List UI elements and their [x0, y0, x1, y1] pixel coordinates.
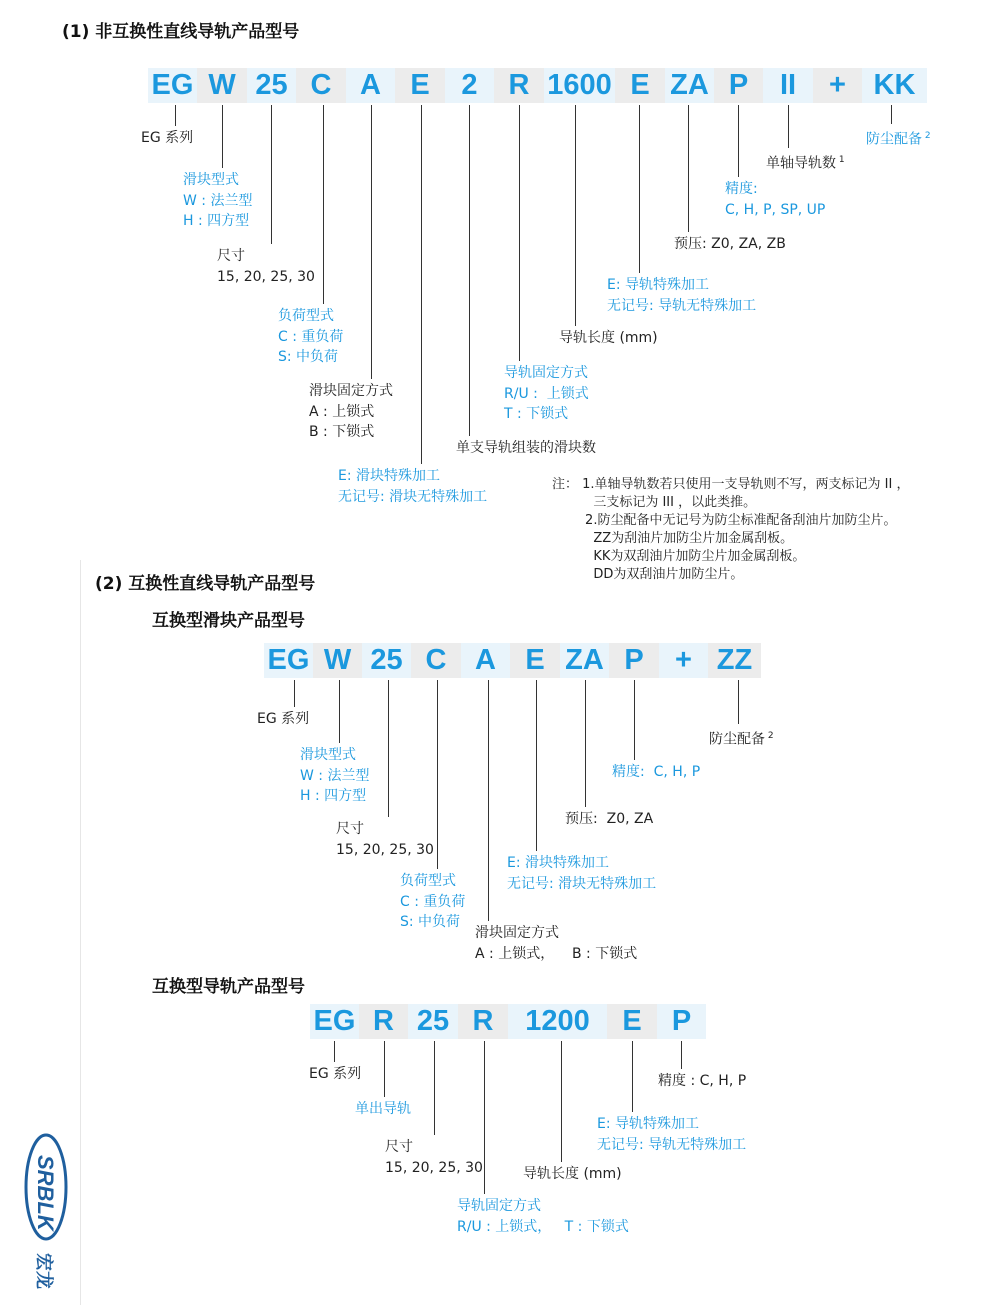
leader-line — [585, 680, 586, 807]
section1-code-w: W — [197, 68, 247, 103]
leader-line — [175, 105, 176, 126]
label-line: 无记号: 导轨无特殊加工 — [597, 1136, 747, 1153]
label-line: EG 系列 — [309, 1066, 362, 1082]
note-line: 三支标记为 III ，以此类推。 — [552, 495, 757, 510]
section1-label — [766, 150, 845, 174]
section2-code-c: C — [411, 643, 461, 678]
label-line: W : 法兰型 — [183, 192, 253, 209]
section3-code-1200: 1200 — [508, 1004, 607, 1039]
label-line: 无记号: 滑块无特殊加工 — [507, 875, 657, 892]
leader-line — [632, 1041, 633, 1112]
section2-label — [507, 853, 656, 894]
section1-code-kk: KK — [862, 68, 927, 103]
section1-label — [217, 246, 315, 287]
section1-code-c: C — [296, 68, 346, 103]
leader-line — [536, 680, 537, 851]
label-line: EG 系列 — [257, 711, 310, 727]
section1-label — [674, 234, 786, 255]
section1-label — [278, 306, 343, 368]
label-line: E: 滑块特殊加工 — [507, 855, 610, 871]
label-line: 精度: — [725, 181, 758, 197]
section1-code-ii: II — [763, 68, 813, 103]
label-line: 15, 20, 25, 30 — [385, 1159, 483, 1176]
section1-code-e: E — [395, 68, 445, 103]
label-line: S: 中负荷 — [400, 914, 461, 930]
label-line: 尺寸 — [217, 248, 245, 264]
leader-line — [738, 105, 739, 177]
leader-line — [639, 105, 640, 273]
slider-model-title: 互换型滑块产品型号 — [152, 611, 305, 631]
leader-line — [294, 680, 295, 707]
section2-code-25: 25 — [362, 643, 411, 678]
leader-line — [384, 1041, 385, 1097]
section1-label — [504, 363, 589, 425]
label-line: 尺寸 — [385, 1139, 413, 1155]
label-line: T : 下锁式 — [504, 406, 569, 422]
label-line: 滑块型式 — [183, 172, 239, 188]
note-line: ZZ为刮油片加防尘片加金属刮板。 — [552, 531, 794, 546]
label-line: 精度 : C, H, P — [658, 1073, 747, 1089]
note-line: DD为双刮油片加防尘片。 — [552, 567, 744, 582]
section3-code-eg: EG — [310, 1004, 359, 1039]
section1-label — [559, 328, 658, 349]
note-line: KK为双刮油片加防尘片加金属刮板。 — [552, 549, 806, 564]
label-line: R/U : 上锁式， T : 下锁式 — [457, 1218, 629, 1235]
label-line: C, H, P, SP, UP — [725, 201, 826, 218]
label-line: H : 四方型 — [300, 788, 367, 804]
label-line: 导轨长度 (mm) — [523, 1166, 622, 1182]
section3-label — [597, 1114, 746, 1155]
section2-code-za: ZA — [560, 643, 609, 678]
note-line: 2.防尘配备中无记号为防尘标准配备刮油片加防尘片。 — [552, 513, 897, 528]
label-line: 15, 20, 25, 30 — [336, 841, 434, 858]
section2-label — [257, 709, 309, 730]
label-line: E: 滑块特殊加工 — [338, 468, 441, 484]
section2-label — [475, 923, 637, 964]
section3-code-e: E — [607, 1004, 657, 1039]
leader-line — [323, 105, 324, 304]
section2-title: (2) 互换性直线导轨产品型号 — [95, 574, 316, 594]
section2-label — [400, 871, 465, 933]
leader-line — [891, 105, 892, 124]
label-line: 防尘配备 $^2$ — [866, 131, 931, 148]
leader-line — [634, 680, 635, 760]
notes — [552, 476, 909, 584]
section3-code-r: R — [458, 1004, 508, 1039]
leader-line — [388, 680, 389, 817]
leader-line — [437, 680, 438, 869]
section2-label — [336, 819, 434, 860]
leader-line — [339, 680, 340, 743]
label-line: E: 导轨特殊加工 — [597, 1116, 700, 1132]
section1-code-za: ZA — [665, 68, 714, 103]
label-line: S: 中负荷 — [278, 349, 339, 365]
section1-code-a: A — [346, 68, 395, 103]
svg-text:SRBLK: SRBLK — [33, 1155, 58, 1231]
section2-label — [300, 745, 369, 807]
leader-line — [469, 105, 470, 436]
section1-code-25: 25 — [247, 68, 296, 103]
footnote-ref: 1 — [836, 155, 845, 165]
label-line: 负荷型式 — [278, 308, 334, 324]
label-line: W : 法兰型 — [300, 767, 370, 784]
leader-line — [371, 105, 372, 379]
label-line: 单轴导轨数 $^1$ — [766, 155, 845, 172]
section1-code-r: R — [494, 68, 544, 103]
section1-label — [183, 170, 252, 232]
label-line: 滑块固定方式 — [309, 383, 393, 399]
leader-line — [271, 105, 272, 244]
label-line: A : 上锁式， B : 下锁式 — [475, 945, 638, 962]
section2-code-eg: EG — [264, 643, 313, 678]
label-line: H : 四方型 — [183, 213, 250, 229]
label-line: 单支导轨组装的滑块数 — [456, 440, 596, 456]
section2-label — [612, 762, 700, 783]
label-line: E: 导轨特殊加工 — [607, 277, 710, 293]
section3-code-r: R — [359, 1004, 408, 1039]
section2-code-w: W — [313, 643, 362, 678]
label-line: 导轨固定方式 — [457, 1198, 541, 1214]
svg-text:宏龙: 宏龙 — [33, 1253, 54, 1289]
label-line: C : 重负荷 — [278, 328, 344, 345]
leader-line — [688, 105, 689, 232]
footnote-ref: 2 — [765, 731, 774, 741]
label-line: 15, 20, 25, 30 — [217, 268, 315, 285]
srblk-logo — [14, 1125, 84, 1300]
leader-line — [434, 1041, 435, 1135]
section2-label — [709, 726, 774, 750]
section3-label — [385, 1137, 483, 1178]
label-line: 滑块固定方式 — [475, 925, 559, 941]
label-line: A : 上锁式 — [309, 403, 375, 420]
section2-code-e: E — [510, 643, 560, 678]
section1-title: (1) 非互换性直线导轨产品型号 — [62, 22, 300, 42]
leader-line — [681, 1041, 682, 1069]
section1-label — [725, 179, 825, 220]
section1-label — [866, 126, 931, 150]
leader-line — [519, 105, 520, 361]
label-line: 滑块型式 — [300, 747, 356, 763]
section2-code-plus: + — [659, 643, 708, 678]
label-line: 导轨长度 (mm) — [559, 330, 658, 346]
label-line: 无记号: 滑块无特殊加工 — [338, 488, 488, 505]
section1-code-1600: 1600 — [544, 68, 615, 103]
section1-code-2: 2 — [445, 68, 494, 103]
leader-line — [421, 105, 422, 464]
label-line: C : 重负荷 — [400, 893, 466, 910]
section3-label — [457, 1196, 629, 1237]
label-line: 负荷型式 — [400, 873, 456, 889]
section1-code-plus: + — [813, 68, 862, 103]
section1-label — [607, 275, 756, 316]
label-line: 尺寸 — [336, 821, 364, 837]
label-line: R/U : 上锁式 — [504, 385, 589, 402]
section3-code-25: 25 — [408, 1004, 458, 1039]
section1-code-e: E — [615, 68, 665, 103]
section1-code-p: P — [714, 68, 763, 103]
label-line: 预压: Z0, ZA, ZB — [674, 236, 786, 252]
section3-label — [523, 1164, 622, 1185]
leader-line — [484, 1041, 485, 1194]
section1-label — [141, 128, 193, 149]
label-line: 导轨固定方式 — [504, 365, 588, 381]
section1-label — [309, 381, 393, 443]
leader-line — [222, 105, 223, 168]
rail-model-title: 互换型导轨产品型号 — [152, 977, 305, 997]
leader-line — [488, 680, 489, 921]
leader-line — [561, 1041, 562, 1162]
section2-code-a: A — [461, 643, 510, 678]
label-line: 防尘配备 $^2$ — [709, 731, 774, 748]
section3-label — [658, 1071, 746, 1092]
section3-label — [355, 1099, 411, 1120]
label-line: EG 系列 — [141, 130, 194, 146]
section1-label — [456, 438, 596, 459]
leader-line — [334, 1041, 335, 1062]
section3-label — [309, 1064, 361, 1085]
note-line: 注： 1.单轴导轨数若只使用一支导轨则不写，两支标记为 II ， — [552, 477, 910, 492]
label-line: 预压: Z0, ZA — [565, 811, 654, 827]
section1-label — [338, 466, 487, 507]
leader-line — [788, 105, 789, 148]
section2-code-p: P — [609, 643, 659, 678]
leader-line — [738, 680, 739, 724]
section3-code-p: P — [657, 1004, 706, 1039]
section1-code-eg: EG — [148, 68, 197, 103]
leader-line — [575, 105, 576, 326]
label-line: 单出导轨 — [355, 1101, 411, 1117]
label-line: 精度: C, H, P — [612, 764, 701, 780]
label-line: 无记号: 导轨无特殊加工 — [607, 297, 757, 314]
section2-code-zz: ZZ — [708, 643, 761, 678]
label-line: B : 下锁式 — [309, 424, 375, 440]
section2-label — [565, 809, 653, 830]
footnote-ref: 2 — [922, 131, 931, 141]
